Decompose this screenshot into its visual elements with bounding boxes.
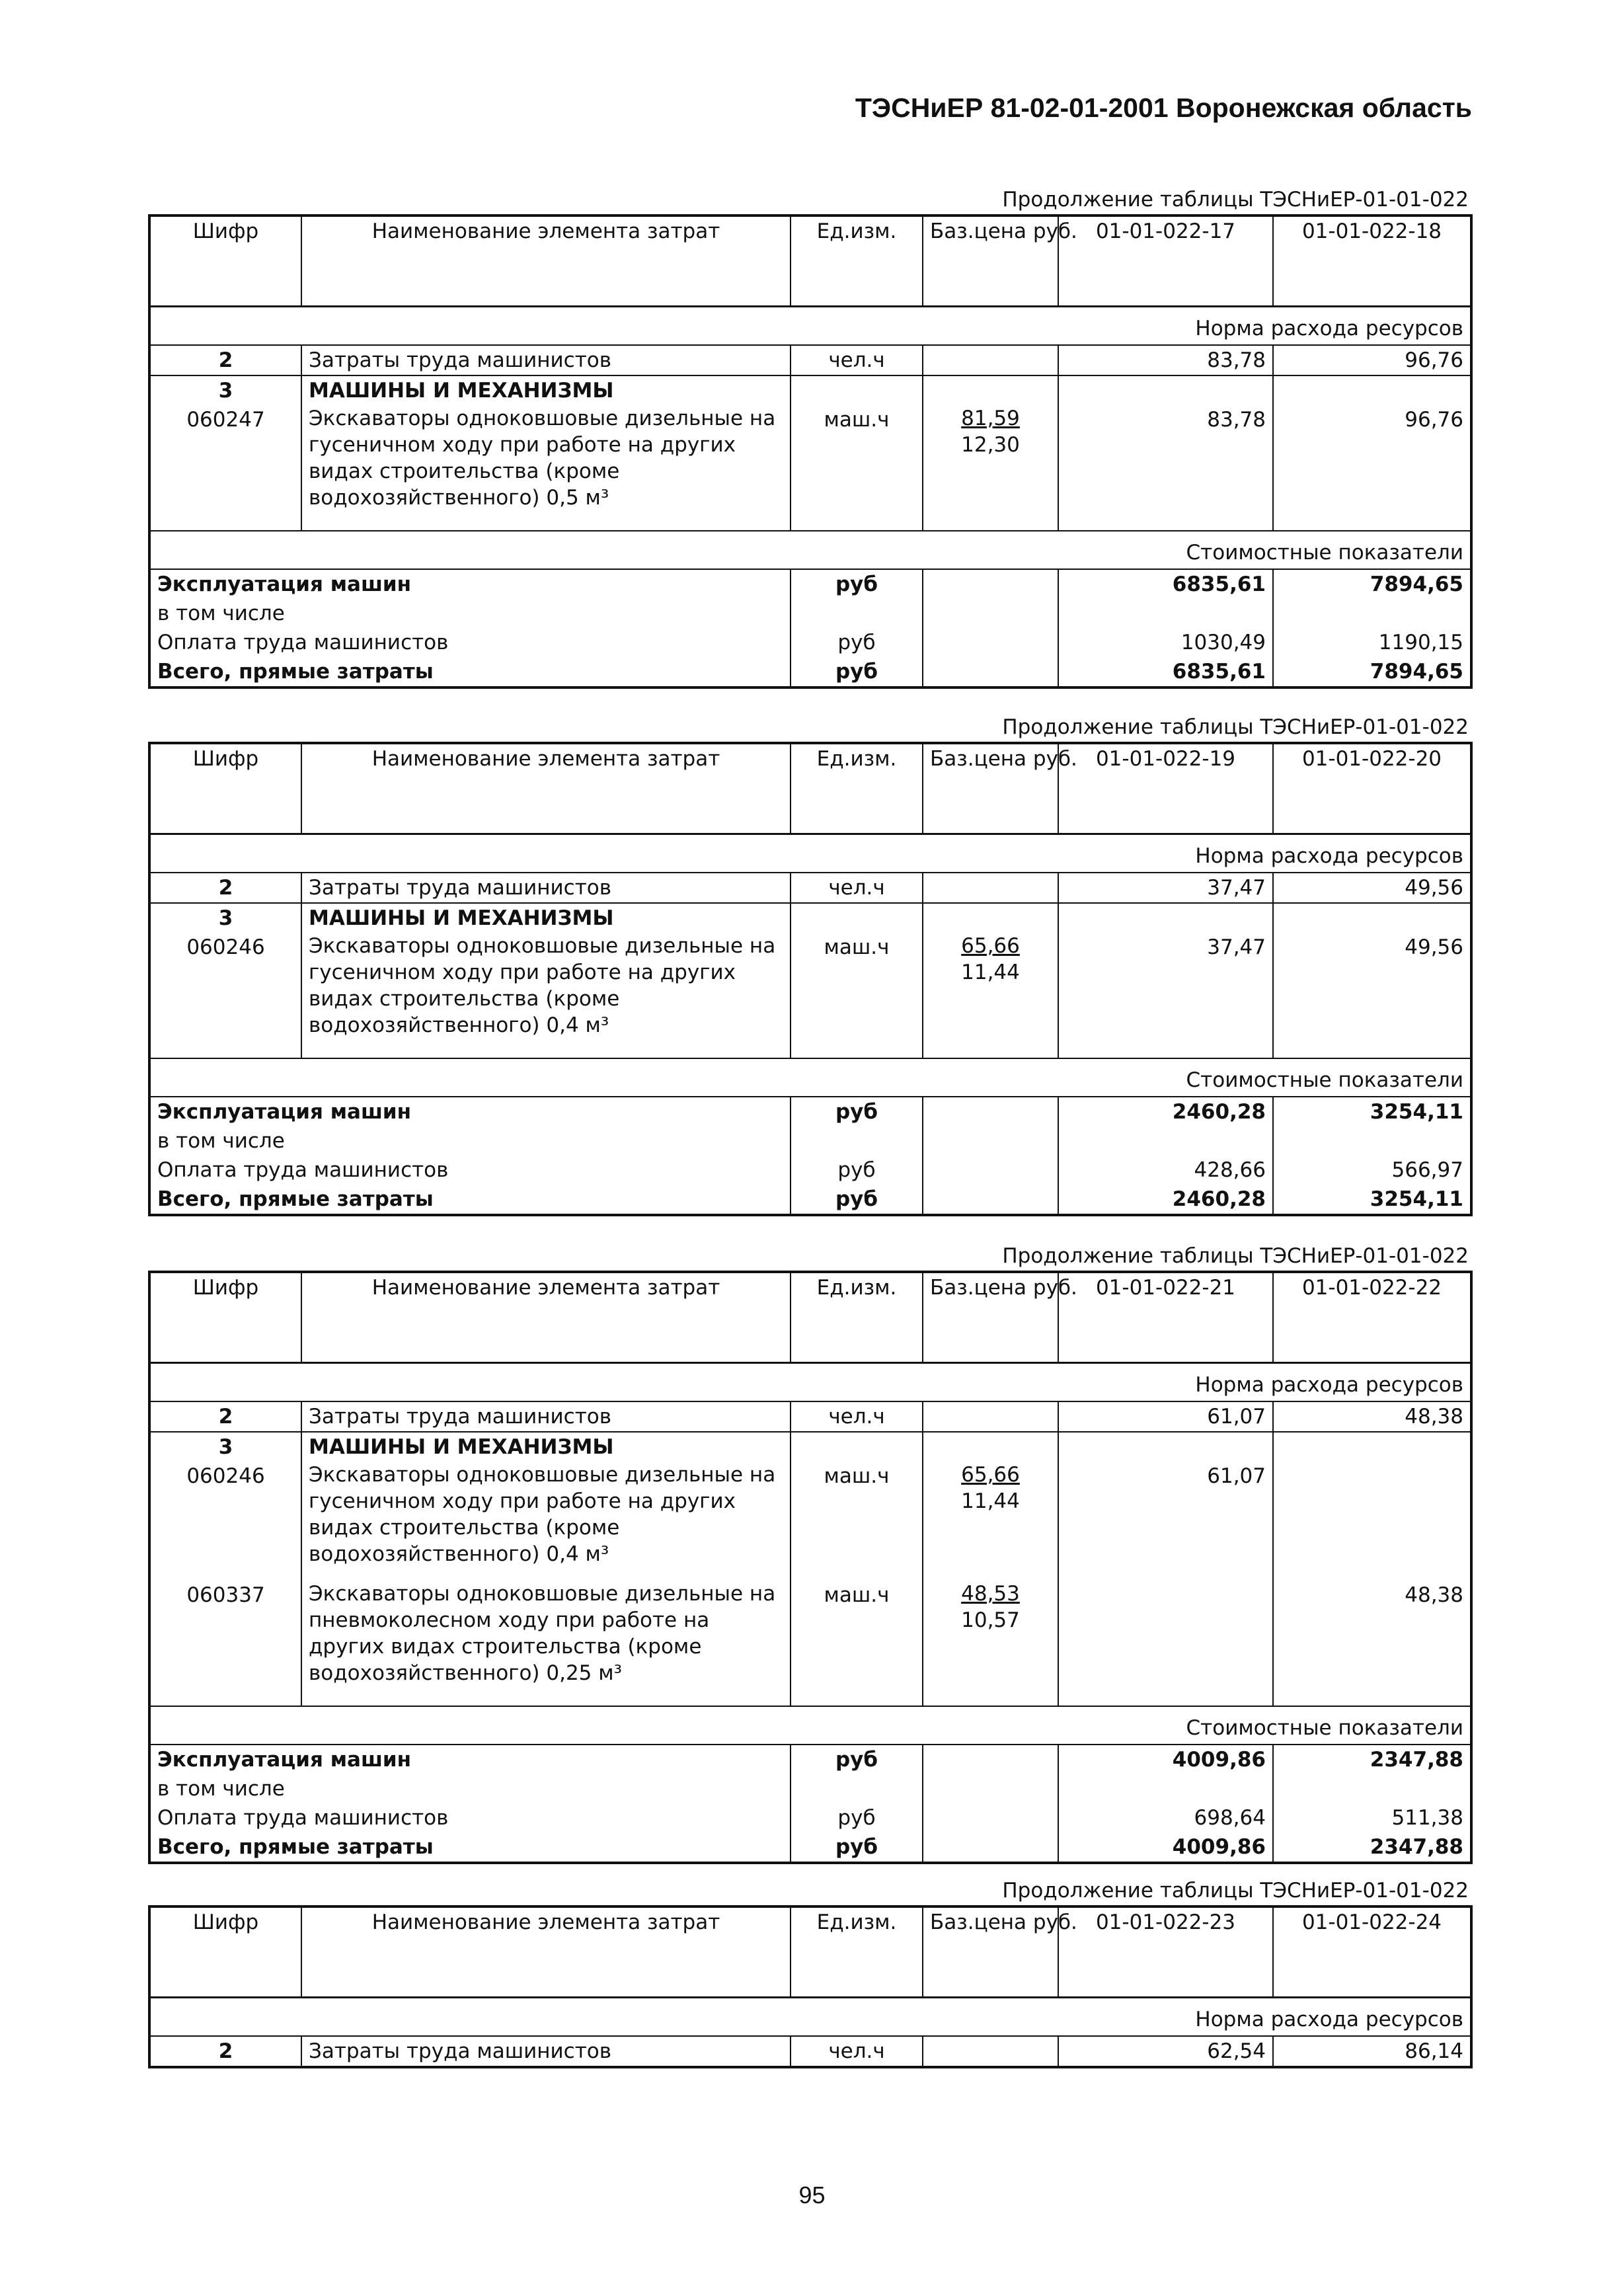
- col-header-code: Шифр: [149, 216, 301, 307]
- total-label: Всего, прямые затраты: [157, 1835, 434, 1859]
- exploit-unit: руб: [791, 1745, 923, 1774]
- exploit-value-a: 2460,28: [1058, 1097, 1273, 1126]
- continuation-caption: Продолжение таблицы ТЭСНиЕР-01-01-022: [1002, 1879, 1469, 1903]
- exploit-label: Эксплуатация машин: [157, 572, 412, 596]
- machine-value-a: [1058, 1581, 1273, 1706]
- pay-value-b: 566,97: [1273, 1156, 1471, 1185]
- total-unit: руб: [791, 1832, 923, 1863]
- pay-value-a: 698,64: [1058, 1803, 1273, 1832]
- col-header-unit: Ед.изм.: [791, 1906, 923, 1998]
- machine-name: Экскаваторы одноковшовые дизельные на пневмоколесном ходу при работе на других видах строительства (кроме водохозяйственного) 0,25 м³: [301, 1581, 791, 1706]
- costs-section-caption: Стоимостные показатели: [149, 1066, 1471, 1097]
- exploit-value-a: 6835,61: [1058, 569, 1273, 599]
- machine-name: Экскаваторы одноковшовые дизельные на гусеничном ходу при работе на других видах строительства (кроме водохозяйственного) 0,4 м³: [301, 933, 791, 1058]
- rate-table: [148, 1905, 1473, 2068]
- labor-code: 2: [149, 2036, 301, 2067]
- machine-code: 060246: [149, 933, 301, 1058]
- labor-name: Затраты труда машинистов: [301, 873, 791, 903]
- rate-table: [148, 214, 1473, 689]
- machine-price: 48,53: [961, 1582, 1020, 1606]
- including-label: в том числе: [157, 1129, 285, 1153]
- total-label: Всего, прямые затраты: [157, 660, 434, 684]
- exploit-value-b: 7894,65: [1273, 569, 1471, 599]
- col-header-name: Наименование элемента затрат: [301, 743, 791, 834]
- col-header-code-b: 01-01-022-18: [1273, 216, 1471, 307]
- col-header-code-b: 01-01-022-22: [1273, 1272, 1471, 1363]
- total-unit: руб: [791, 1185, 923, 1215]
- machine-value-b: 48,38: [1273, 1581, 1471, 1706]
- machine-value-a: 83,78: [1058, 405, 1273, 531]
- col-header-unit: Ед.изм.: [791, 216, 923, 307]
- machine-unit: маш.ч: [791, 1581, 923, 1706]
- machine-value-b: 96,76: [1273, 405, 1471, 531]
- col-header-code-a: 01-01-022-17: [1058, 216, 1273, 307]
- page-number: 95: [798, 2181, 826, 2209]
- labor-value-b: 48,38: [1273, 1401, 1471, 1432]
- rate-table: [148, 742, 1473, 1216]
- labor-value-a: 83,78: [1058, 345, 1273, 375]
- costs-section-caption: Стоимостные показатели: [149, 538, 1471, 569]
- col-header-code: Шифр: [149, 1272, 301, 1363]
- total-value-a: 4009,86: [1058, 1832, 1273, 1863]
- continuation-caption: Продолжение таблицы ТЭСНиЕР-01-01-022: [1002, 188, 1469, 212]
- machine-value-b: [1273, 1462, 1471, 1581]
- col-header-code: Шифр: [149, 1906, 301, 1998]
- labor-value-b: 49,56: [1273, 873, 1471, 903]
- machines-code: 3: [218, 906, 233, 930]
- labor-code: 2: [149, 873, 301, 903]
- machine-unit: маш.ч: [791, 1462, 923, 1581]
- col-header-code: Шифр: [149, 743, 301, 834]
- total-label: Всего, прямые затраты: [157, 1187, 434, 1211]
- labor-name: Затраты труда машинистов: [301, 345, 791, 375]
- pay-unit: руб: [791, 1156, 923, 1185]
- norms-section-caption: Норма расхода ресурсов: [149, 2005, 1471, 2036]
- col-header-code-a: 01-01-022-23: [1058, 1906, 1273, 1998]
- continuation-caption: Продолжение таблицы ТЭСНиЕР-01-01-022: [1002, 1244, 1469, 1268]
- machine-price: 65,66: [961, 1463, 1020, 1487]
- col-header-price: Баз.цена руб.: [923, 216, 1058, 307]
- labor-value-b: 86,14: [1273, 2036, 1471, 2067]
- col-header-price: Баз.цена руб.: [923, 1906, 1058, 1998]
- continuation-caption: Продолжение таблицы ТЭСНиЕР-01-01-022: [1002, 715, 1469, 739]
- col-header-price: Баз.цена руб.: [923, 743, 1058, 834]
- col-header-code-a: 01-01-022-19: [1058, 743, 1273, 834]
- rate-table-block: [148, 713, 1470, 1216]
- norms-section-caption: Норма расхода ресурсов: [149, 1370, 1471, 1401]
- machine-name: Экскаваторы одноковшовые дизельные на гусеничном ходу при работе на других видах строительства (кроме водохозяйственного) 0,5 м³: [301, 405, 791, 531]
- col-header-name: Наименование элемента затрат: [301, 216, 791, 307]
- pay-value-a: 1030,49: [1058, 628, 1273, 657]
- norms-section-caption: Норма расхода ресурсов: [149, 314, 1471, 345]
- machine-unit: маш.ч: [791, 933, 923, 1058]
- exploit-unit: руб: [791, 569, 923, 599]
- total-value-b: 2347,88: [1273, 1832, 1471, 1863]
- labor-unit: чел.ч: [791, 345, 923, 375]
- costs-section-caption: Стоимостные показатели: [149, 1713, 1471, 1745]
- total-value-a: 6835,61: [1058, 657, 1273, 687]
- machines-code: 3: [218, 1435, 233, 1459]
- pay-value-a: 428,66: [1058, 1156, 1273, 1185]
- machine-code: 060247: [149, 405, 301, 531]
- rate-table: [148, 1271, 1473, 1864]
- pay-unit: руб: [791, 628, 923, 657]
- machine-value-b: 49,56: [1273, 933, 1471, 1058]
- pay-label: Оплата труда машинистов: [157, 1158, 449, 1182]
- exploit-label: Эксплуатация машин: [157, 1100, 412, 1124]
- pay-unit: руб: [791, 1803, 923, 1832]
- labor-unit: чел.ч: [791, 2036, 923, 2067]
- machines-heading: МАШИНЫ И МЕХАНИЗМЫ: [301, 903, 791, 933]
- total-value-b: 7894,65: [1273, 657, 1471, 687]
- pay-label: Оплата труда машинистов: [157, 631, 449, 654]
- col-header-code-b: 01-01-022-24: [1273, 1906, 1471, 1998]
- exploit-value-b: 2347,88: [1273, 1745, 1471, 1774]
- labor-value-a: 62,54: [1058, 2036, 1273, 2067]
- col-header-name: Наименование элемента затрат: [301, 1906, 791, 1998]
- col-header-code-a: 01-01-022-21: [1058, 1272, 1273, 1363]
- machines-code: 3: [218, 379, 233, 403]
- machines-heading: МАШИНЫ И МЕХАНИЗМЫ: [301, 375, 791, 405]
- machine-code: 060337: [149, 1581, 301, 1706]
- rate-table-block: [148, 1241, 1470, 1864]
- machine-price-labor: 10,57: [961, 1608, 1020, 1632]
- machine-name: Экскаваторы одноковшовые дизельные на гусеничном ходу при работе на других видах строительства (кроме водохозяйственного) 0,4 м³: [301, 1462, 791, 1581]
- machine-price-labor: 12,30: [961, 433, 1020, 457]
- labor-value-a: 61,07: [1058, 1401, 1273, 1432]
- total-value-a: 2460,28: [1058, 1185, 1273, 1215]
- machine-price-labor: 11,44: [961, 961, 1020, 984]
- labor-code: 2: [149, 345, 301, 375]
- machine-price: 81,59: [961, 407, 1020, 430]
- col-header-code-b: 01-01-022-20: [1273, 743, 1471, 834]
- exploit-label: Эксплуатация машин: [157, 1748, 412, 1772]
- labor-value-b: 96,76: [1273, 345, 1471, 375]
- pay-label: Оплата труда машинистов: [157, 1806, 449, 1830]
- machine-value-a: 37,47: [1058, 933, 1273, 1058]
- exploit-unit: руб: [791, 1097, 923, 1126]
- col-header-name: Наименование элемента затрат: [301, 1272, 791, 1363]
- labor-name: Затраты труда машинистов: [301, 1401, 791, 1432]
- norms-section-caption: Норма расхода ресурсов: [149, 842, 1471, 873]
- total-value-b: 3254,11: [1273, 1185, 1471, 1215]
- labor-unit: чел.ч: [791, 1401, 923, 1432]
- labor-name: Затраты труда машинистов: [301, 2036, 791, 2067]
- pay-value-b: 511,38: [1273, 1803, 1471, 1832]
- exploit-value-b: 3254,11: [1273, 1097, 1471, 1126]
- col-header-unit: Ед.изм.: [791, 1272, 923, 1363]
- total-unit: руб: [791, 657, 923, 687]
- machine-price-labor: 11,44: [961, 1489, 1020, 1513]
- machine-code: 060246: [186, 1464, 265, 1488]
- machine-unit: маш.ч: [791, 405, 923, 531]
- labor-value-a: 37,47: [1058, 873, 1273, 903]
- including-label: в том числе: [157, 1777, 285, 1801]
- rate-table-block: [148, 1876, 1470, 2068]
- col-header-unit: Ед.изм.: [791, 743, 923, 834]
- col-header-price: Баз.цена руб.: [923, 1272, 1058, 1363]
- page-header: ТЭСНиЕР 81-02-01-2001 Воронежская область: [855, 93, 1472, 123]
- exploit-value-a: 4009,86: [1058, 1745, 1273, 1774]
- rate-table-block: [148, 185, 1470, 689]
- machine-value-a: 61,07: [1058, 1462, 1273, 1581]
- labor-unit: чел.ч: [791, 873, 923, 903]
- labor-code: 2: [149, 1401, 301, 1432]
- including-label: в том числе: [157, 602, 285, 625]
- machines-heading: МАШИНЫ И МЕХАНИЗМЫ: [301, 1432, 791, 1462]
- pay-value-b: 1190,15: [1273, 628, 1471, 657]
- machine-price: 65,66: [961, 934, 1020, 958]
